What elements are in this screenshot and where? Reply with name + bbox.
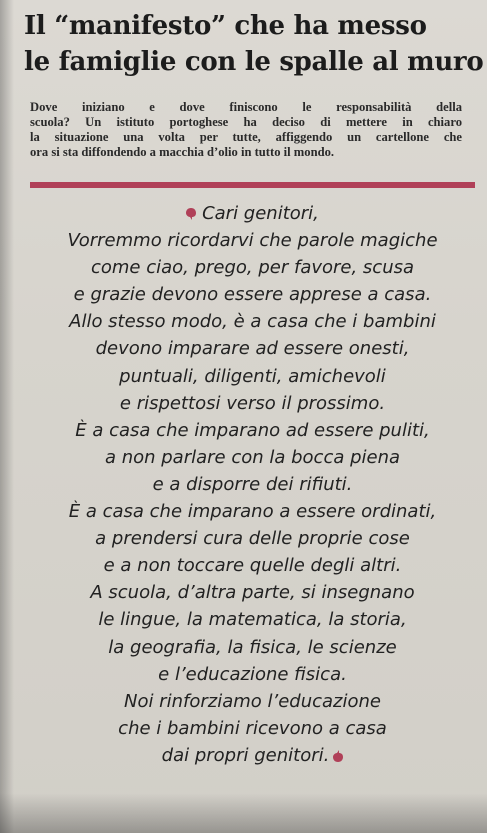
poem-line-text: Cari genitori, xyxy=(202,203,319,224)
poem-line: È a casa che imparano a essere ordinati, xyxy=(68,501,437,523)
poem-line: e rispettosi verso il prossimo. xyxy=(119,392,386,414)
deck-line-1: Dove iniziano e dove finiscono le responsabilità della xyxy=(30,100,462,114)
poem-line: Allo stesso modo, è a casa che i bambini xyxy=(69,311,436,333)
poem-line: devono imparare ad essere onesti, xyxy=(95,338,410,360)
poem-line: e a disporre dei rifiuti. xyxy=(152,473,353,495)
poem-line-text: dai propri genitori. xyxy=(161,744,330,766)
poem-line: a non parlare con la bocca piena xyxy=(104,446,401,468)
poem-line: la geografia, la fisica, le scienze xyxy=(108,636,397,658)
page-shadow-bottom xyxy=(0,793,487,833)
poem-line: Vorremmo ricordarvi che parole magiche xyxy=(67,230,438,252)
poem-line: e l’educazione fisica. xyxy=(158,663,347,685)
poem-line xyxy=(30,742,475,769)
headline-line-2: le famiglie con le spalle al muro xyxy=(24,47,484,77)
poem-line: puntuali, diligenti, amichevoli xyxy=(119,365,386,387)
deck-line-3: la situazione una volta per tutte, affiggendo un cartellone che xyxy=(30,130,462,144)
manifesto-text xyxy=(30,200,475,769)
article-deck xyxy=(30,100,462,160)
accent-rule xyxy=(30,182,475,188)
page-shadow-left xyxy=(0,0,14,833)
poem-line: A scuola, d’altra parte, si insegnano xyxy=(90,582,415,604)
headline-line-1: Il “manifesto” che ha messo xyxy=(24,11,427,41)
deck-line-4: ora si sta diffondendo a macchia d’olio in tutto il mondo. xyxy=(30,145,335,159)
quote-open-icon xyxy=(186,208,196,220)
poem-line: come ciao, prego, per favore, scusa xyxy=(90,257,415,279)
poem-line: È a casa che imparano ad essere puliti, xyxy=(75,419,430,441)
article-headline xyxy=(24,8,484,80)
poem-line: Noi rinforziamo l’educazione xyxy=(123,690,381,712)
deck-line-2: scuola? Un istituto portoghese ha deciso di mettere in chiaro xyxy=(30,115,462,129)
poem-line xyxy=(30,200,475,227)
poem-line: le lingue, la matematica, la storia, xyxy=(98,609,407,631)
poem-line: che i bambini ricevono a casa xyxy=(118,717,387,739)
poem-line: a prendersi cura delle proprie cose xyxy=(95,528,410,550)
poem-line: e grazie devono essere apprese a casa. xyxy=(73,284,432,306)
poem-line: e a non toccare quelle degli altri. xyxy=(103,555,402,577)
quote-close-icon xyxy=(333,750,343,762)
